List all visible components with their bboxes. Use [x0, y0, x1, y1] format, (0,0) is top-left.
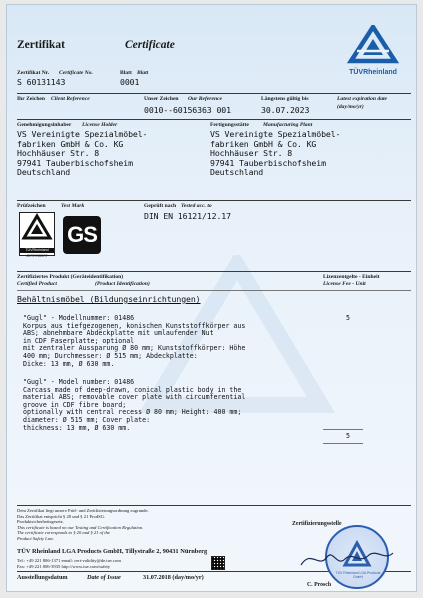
issue-label-de: Ausstellungsdatum — [17, 574, 68, 581]
cert-no: S 60131143 — [17, 77, 66, 87]
qr-code-icon — [211, 556, 225, 570]
legal-line: This certificate is based on our Testing and Certification Regulation. — [17, 524, 144, 530]
our-ref-label-en: Our Reference — [188, 96, 223, 102]
product-label-en: Certified Product — [17, 281, 57, 287]
signer-name: C. Prosch — [307, 582, 332, 588]
desc-de-line: "Gugl" - Modellnummer: 01486 — [23, 314, 135, 322]
desc-de-line: ABS; abnehmbare Abdeckplatte mit umlaufender Nut — [23, 329, 214, 338]
fee-label-en: License Fee - Unit — [323, 281, 366, 287]
issue-date: 31.07.2018 (day/mo/yr) — [143, 574, 204, 581]
fee-total: 5 — [346, 432, 350, 440]
desc-de-line: mit zentraler Aussparung Ø 80 mm; Kunststoffkörper: Höhe — [23, 344, 246, 353]
tuv-mark-text: TÜVRheinland — [20, 248, 54, 253]
holder-label-de: Genehmigungsinhaber — [17, 122, 72, 128]
tuv-brand-text: TÜVRheinland — [349, 69, 397, 76]
rule — [17, 119, 411, 120]
issue-label-en: Date of Issue — [87, 574, 121, 581]
desc-de-line: Korpus aus tiefgezogenen, konischen Kunststoffkörper aus — [23, 321, 246, 330]
desc-en-line: diameter: Ø 515 mm; Cover plate: — [23, 415, 151, 424]
valid-label-en: Latest expiration date — [337, 96, 388, 102]
rule — [17, 200, 411, 201]
gs-mark — [63, 216, 101, 254]
legal-line: Product Safety Law. — [17, 535, 54, 541]
desc-de-line: 400 mm; Durchmesser: Ø 515 mm; Abdeckplatte: — [23, 351, 198, 360]
holder-line: 97941 Tauberbischofsheim — [17, 157, 133, 168]
plant-address — [210, 130, 340, 178]
title-en: Certificate — [125, 39, 175, 51]
legal-line: Das Zertifikat entspricht § 20 und § 21 ProdSG. — [17, 513, 106, 519]
desc-de-line: in CDF Faserplatte; optional — [23, 336, 135, 345]
contact-line: Tel.: +49 221 806-1371 email: cert-validity@de.tuv.com — [17, 558, 121, 563]
fee-unit: 5 — [346, 314, 350, 322]
tuv-logo — [333, 25, 413, 75]
tested-label-de: Geprüft nach — [144, 203, 177, 209]
desc-en-line: Carcass made of deep-drawn, conical plastic body in the — [23, 385, 242, 394]
plant-line: Hochhäuser Str. 8 — [210, 148, 293, 159]
legal-line: Dem Zertifikat liegt unsere Prüf- und Zertifizierungsordnung zugrunde. — [17, 508, 149, 513]
valid-until: 30.07.2023 — [261, 105, 310, 115]
sheet-number: 0001 — [120, 77, 140, 87]
sheet-label-en: Blatt — [137, 70, 149, 76]
desc-en-line: groove in CDF fibre board; — [23, 400, 127, 409]
holder-address — [17, 130, 147, 178]
client-ref-label-en: Client Reference — [51, 96, 90, 102]
cert-no-label-en: Certificate No. — [59, 70, 93, 76]
holder-line: Hochhäuser Str. 8 — [17, 148, 100, 159]
plant-label-en: Manufacturing Plant — [263, 122, 313, 128]
desc-en-line: "Gugl" - Model number: 01486 — [23, 378, 135, 386]
description-de — [23, 315, 245, 368]
holder-line: VS Vereinigte Spezialmöbel- — [17, 129, 148, 139]
product-label-en2: (Product Identification) — [95, 281, 150, 287]
company-line: TÜV Rheinland LGA Products GmbH, Tillystraße 2, 90431 Nürnberg — [17, 548, 208, 555]
legal-line: The certificate corresponds to § 20 and § 21 of the — [17, 530, 110, 536]
holder-line: Deutschland — [17, 167, 71, 178]
our-ref-label-de: Unser Zeichen — [144, 96, 179, 102]
title-de: Zertifikat — [17, 39, 65, 51]
gs-mark-text: GS — [67, 222, 97, 247]
holder-line: fabriken GmbH & Co. KG — [17, 138, 124, 149]
plant-label-de: Fertigungsstätte — [210, 122, 249, 128]
standard: DIN EN 16121/12.17 — [144, 211, 231, 221]
legal-line: Produktsicherheitsgesetz. — [17, 519, 64, 525]
tuv-mark-triangle-icon — [20, 213, 54, 243]
our-ref: 0010--60156363 001 — [144, 105, 231, 115]
rule — [17, 290, 411, 291]
contact-line: Fax: +49 221 806-3935 http://www.tuv.com/safety — [17, 564, 111, 569]
cert-no-label-de: Zertifikat Nr. — [17, 70, 50, 76]
plant-line: 97941 Tauberbischofsheim — [210, 157, 326, 168]
description-en — [23, 379, 245, 432]
sheet-label-de: Blatt — [120, 70, 132, 76]
desc-en-line: thickness: 13 mm, Ø 630 mm. — [23, 423, 131, 432]
plant-line: Deutschland — [210, 167, 264, 178]
marks-label-de: Prüfzeichen — [17, 203, 46, 209]
fee-sum-rule — [323, 443, 363, 444]
tuv-triangle-icon — [333, 25, 413, 65]
signature — [297, 545, 397, 573]
valid-label-unit: (day/mo/yr) — [337, 104, 364, 110]
tested-label-en: Tested acc. to — [181, 203, 212, 209]
tuv-mark-sub: ZERTIFIZIERT — [26, 254, 48, 258]
product-label-de: Zertifiziertes Produkt (Geräteidentifikation) — [17, 274, 124, 280]
marks-label-en: Test Mark — [61, 203, 85, 209]
valid-label-de: Längstens gültig bis — [261, 96, 309, 102]
certificate-sheet — [6, 4, 417, 592]
plant-line: fabriken GmbH & Co. KG — [210, 138, 317, 149]
fee-label-de: Lizenzentgelte - Einheit — [323, 274, 380, 280]
desc-en-line: optionally with central recess Ø 80 mm; Height: 400 mm; — [23, 408, 242, 417]
cert-body-label: Zertifizierungsstelle — [292, 521, 342, 527]
rule — [17, 93, 411, 94]
rule — [17, 505, 411, 506]
rule — [17, 271, 411, 272]
desc-en-line: material ABS; removable cover plate with circumferential — [23, 393, 246, 402]
seal-text: TÜV Rheinland LGA Products GmbH — [335, 571, 381, 579]
product-category: Behältnismöbel (Bildungseinrichtungen) — [17, 294, 201, 304]
desc-de-line: Dicke: 13 mm, Ø 630 mm. — [23, 359, 115, 368]
plant-line: VS Vereinigte Spezialmöbel- — [210, 129, 341, 139]
client-ref-label-de: Ihr Zeichen — [17, 96, 46, 102]
fee-sum-rule — [323, 429, 363, 430]
legal-text — [17, 508, 237, 542]
holder-label-en: License Holder — [82, 122, 118, 128]
tuv-test-mark — [19, 212, 55, 256]
